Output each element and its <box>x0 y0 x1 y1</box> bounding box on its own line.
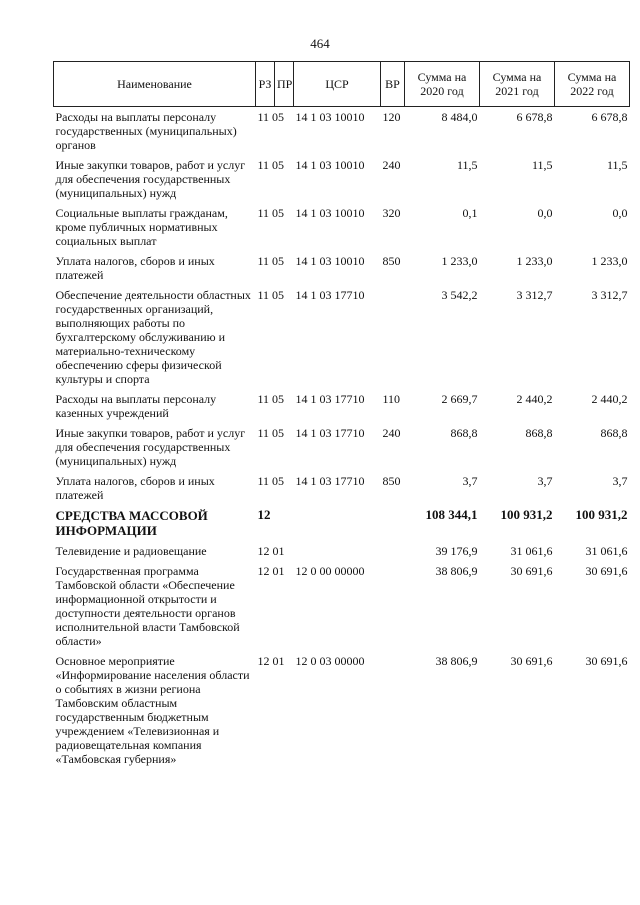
row-sum-2020: 11,5 <box>456 158 478 172</box>
row-name: СРЕДСТВА МАССОВОЙ ИНФОРМАЦИИ <box>55 508 208 538</box>
row-sum-2021: 31 061,6 <box>510 544 553 558</box>
row-sum-2021: 3 312,7 <box>516 288 553 302</box>
header-2022: Сумма на 2022 год <box>555 62 630 107</box>
row-csr: 14 1 03 10010 <box>295 206 365 220</box>
row-rz-pr: 12 <box>257 507 271 522</box>
budget-table <box>53 61 630 769</box>
row-sum-2021: 11,5 <box>531 158 553 172</box>
row-csr: 14 1 03 10010 <box>295 254 365 268</box>
row-rz-pr: 11 05 <box>257 288 285 302</box>
row-sum-2022: 11,5 <box>606 158 628 172</box>
row-sum-2020: 8 484,0 <box>441 110 478 124</box>
row-sum-2021: 2 440,2 <box>516 392 553 406</box>
row-vr: 240 <box>382 158 401 172</box>
row-name: Социальные выплаты гражданам, кроме публичных нормативных социальных выплат <box>55 206 228 248</box>
row-vr <box>381 651 405 769</box>
table-header-row <box>54 62 630 107</box>
table-row <box>54 471 630 505</box>
row-csr: 14 1 03 17710 <box>295 392 365 406</box>
row-sum-2020: 0,1 <box>462 206 478 220</box>
table-row <box>54 155 630 203</box>
row-csr: 12 0 00 00000 <box>295 564 365 578</box>
row-sum-2021: 0,0 <box>537 206 553 220</box>
row-sum-2022: 100 931,2 <box>575 507 628 522</box>
row-sum-2022: 0,0 <box>612 206 628 220</box>
page-number: 464 <box>310 36 330 51</box>
table-row <box>54 285 630 389</box>
row-rz-pr: 11 05 <box>257 426 285 440</box>
row-name: Государственная программа Тамбовской области «Обеспечение информационной открытости и доступности деятельности органов исполнительной власти Тамбовской области» <box>55 564 240 648</box>
row-sum-2021: 30 691,6 <box>510 654 553 668</box>
row-sum-2020: 1 233,0 <box>441 254 478 268</box>
row-vr: 110 <box>382 392 401 406</box>
table-row <box>54 251 630 285</box>
row-name: Иные закупки товаров, работ и услуг для обеспечения государственных (муниципальных) нужд <box>55 158 246 200</box>
row-sum-2020: 3,7 <box>462 474 478 488</box>
row-name: Расходы на выплаты персоналу казенных учреждений <box>55 392 217 420</box>
table-row <box>54 389 630 423</box>
row-name: Телевидение и радиовещание <box>55 544 207 558</box>
row-sum-2020: 2 669,7 <box>441 392 478 406</box>
row-sum-2022: 31 061,6 <box>585 544 628 558</box>
row-rz-pr: 11 05 <box>257 392 285 406</box>
row-rz-pr: 12 01 <box>257 544 285 558</box>
row-sum-2022: 30 691,6 <box>585 654 628 668</box>
row-name: Уплата налогов, сборов и иных платежей <box>55 474 215 502</box>
header-rz: РЗ <box>256 62 275 107</box>
row-csr: 14 1 03 17710 <box>295 426 365 440</box>
row-vr <box>381 541 405 561</box>
header-vr: ВР <box>381 62 405 107</box>
row-sum-2020: 38 806,9 <box>435 564 478 578</box>
row-sum-2020: 39 176,9 <box>435 544 478 558</box>
table-row <box>54 651 630 769</box>
row-vr <box>381 505 405 541</box>
row-sum-2021: 30 691,6 <box>510 564 553 578</box>
row-rz-pr: 12 01 <box>257 564 285 578</box>
row-vr <box>381 285 405 389</box>
table-row <box>54 107 630 156</box>
row-rz-pr: 12 01 <box>257 654 285 668</box>
row-name: Обеспечение деятельности областных государственных организаций, выполняющих работы по бухгалтерскому обслуживанию и материально-техническому обеспечению сферы физической культуры и спорта <box>55 288 251 386</box>
row-sum-2021: 100 931,2 <box>500 507 553 522</box>
row-sum-2021: 868,8 <box>525 426 553 440</box>
row-vr: 120 <box>382 110 401 124</box>
row-name: Расходы на выплаты персоналу государственных (муниципальных) органов <box>55 110 237 152</box>
row-sum-2022: 1 233,0 <box>591 254 628 268</box>
row-rz-pr: 11 05 <box>257 474 285 488</box>
row-name: Основное мероприятие «Информирование населения области о событиях в жизни региона Тамбовским областным государственным бюджетным учреждением «Телевизионная и радиовещательная компания «Тамбовская губерния» <box>55 654 250 766</box>
row-csr: 14 1 03 17710 <box>295 474 365 488</box>
row-rz-pr: 11 05 <box>257 254 285 268</box>
table-row <box>54 505 630 541</box>
row-sum-2021: 6 678,8 <box>516 110 553 124</box>
row-sum-2021: 3,7 <box>537 474 553 488</box>
row-name: Иные закупки товаров, работ и услуг для обеспечения государственных (муниципальных) нужд <box>55 426 246 468</box>
row-csr <box>294 505 381 541</box>
header-pr: ПР <box>275 62 294 107</box>
header-2020: Сумма на 2020 год <box>405 62 480 107</box>
row-sum-2022: 868,8 <box>600 426 628 440</box>
row-rz-pr: 11 05 <box>257 158 285 172</box>
row-sum-2020: 38 806,9 <box>435 654 478 668</box>
row-vr <box>381 561 405 651</box>
table-row <box>54 541 630 561</box>
row-sum-2020: 3 542,2 <box>441 288 478 302</box>
table-row <box>54 423 630 471</box>
table-row <box>54 561 630 651</box>
row-vr: 850 <box>382 474 401 488</box>
row-csr: 14 1 03 10010 <box>295 110 365 124</box>
row-csr: 12 0 03 00000 <box>295 654 365 668</box>
header-2021: Сумма на 2021 год <box>480 62 555 107</box>
row-sum-2022: 2 440,2 <box>591 392 628 406</box>
row-sum-2020: 868,8 <box>450 426 478 440</box>
row-sum-2020: 108 344,1 <box>425 507 478 522</box>
row-sum-2021: 1 233,0 <box>516 254 553 268</box>
row-csr: 14 1 03 10010 <box>295 158 365 172</box>
row-vr: 320 <box>382 206 401 220</box>
row-rz-pr: 11 05 <box>257 206 285 220</box>
row-sum-2022: 3 312,7 <box>591 288 628 302</box>
table-row <box>54 203 630 251</box>
row-vr: 240 <box>382 426 401 440</box>
row-rz-pr: 11 05 <box>257 110 285 124</box>
row-sum-2022: 30 691,6 <box>585 564 628 578</box>
row-csr <box>294 541 381 561</box>
header-name: Наименование <box>54 62 256 107</box>
row-sum-2022: 3,7 <box>612 474 628 488</box>
row-name: Уплата налогов, сборов и иных платежей <box>55 254 215 282</box>
row-vr: 850 <box>382 254 401 268</box>
header-csr: ЦСР <box>294 62 381 107</box>
row-csr: 14 1 03 17710 <box>295 288 365 302</box>
row-sum-2022: 6 678,8 <box>591 110 628 124</box>
